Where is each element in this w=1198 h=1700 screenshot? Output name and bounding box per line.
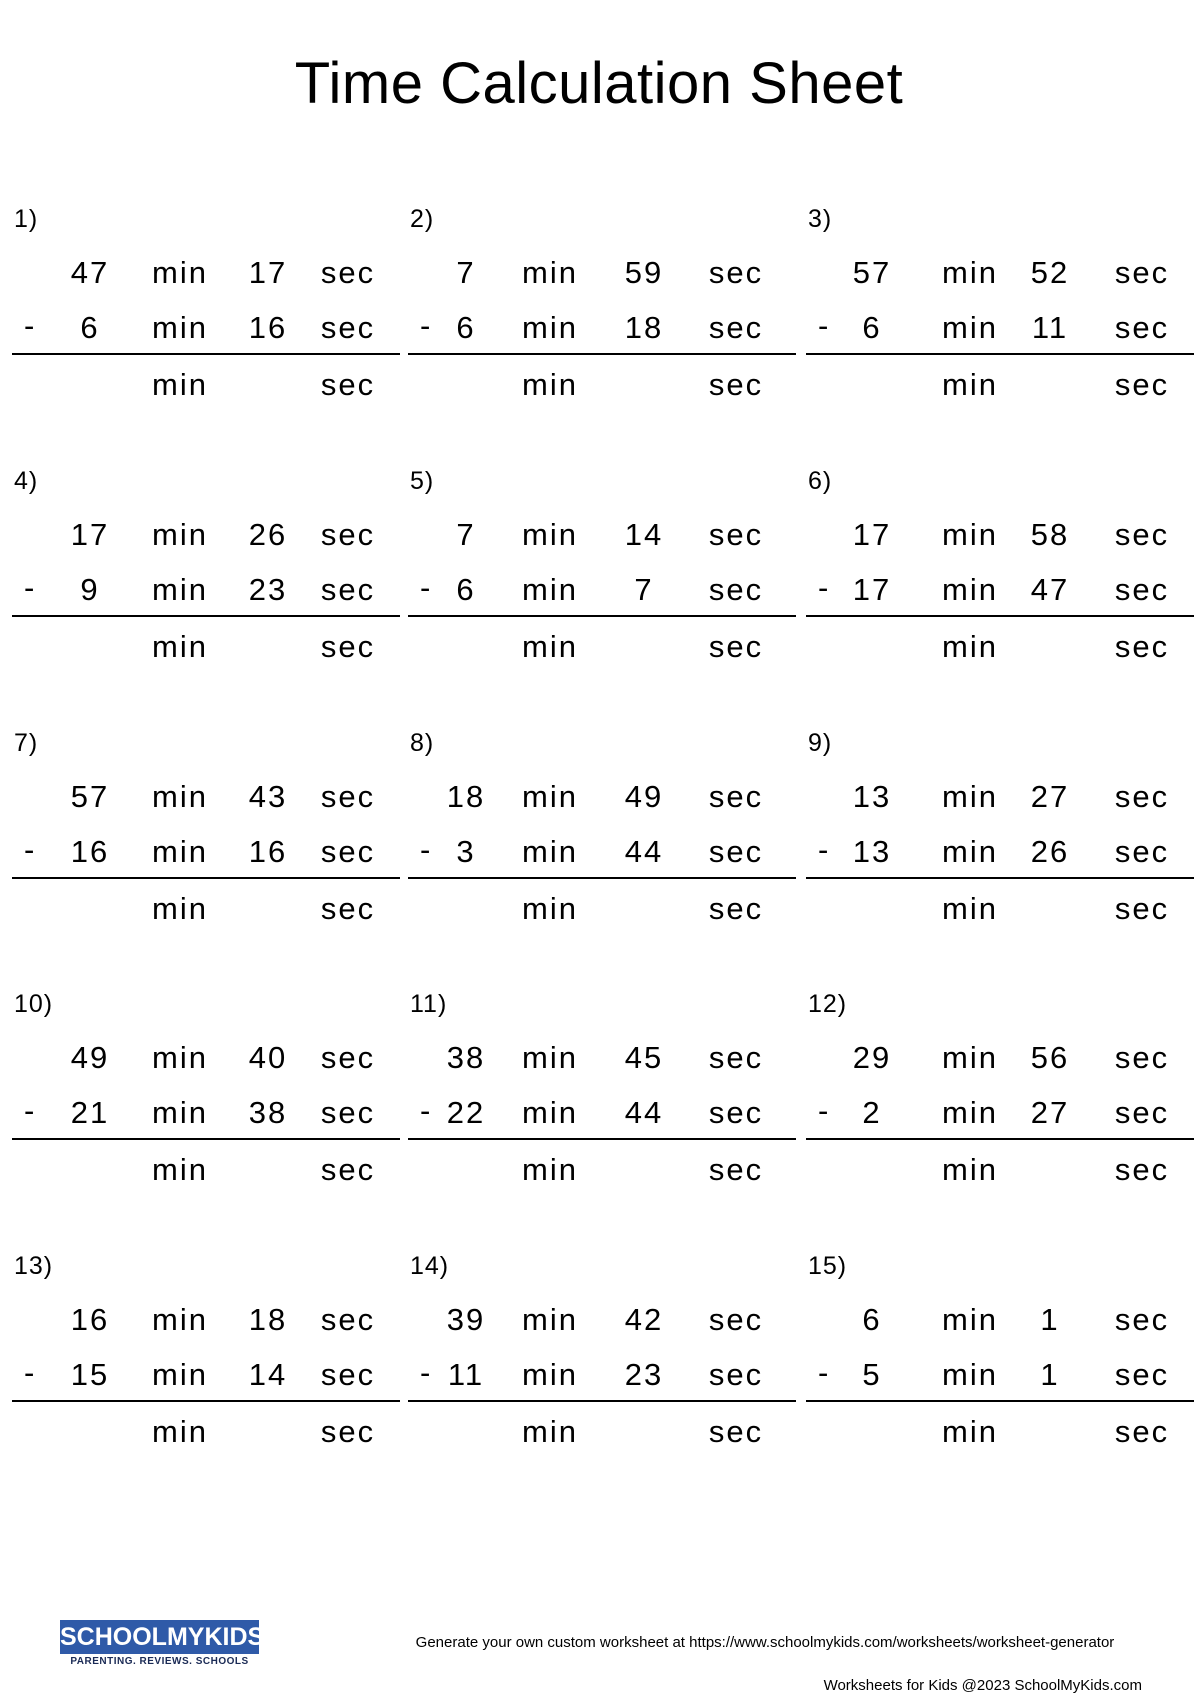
answer-seconds-unit-label: sec (1114, 1152, 1170, 1187)
problem-6 (806, 467, 1194, 687)
seconds-unit-label: sec (708, 517, 764, 552)
problem-1 (12, 205, 400, 425)
answer-rule (408, 1138, 796, 1140)
minuend-seconds: 43 (248, 779, 288, 814)
minutes-unit-label: min (152, 517, 208, 552)
subtrahend-seconds: 27 (1030, 1095, 1070, 1130)
answer-seconds-unit-label: sec (708, 367, 764, 402)
subtrahend-minutes: 2 (862, 1095, 882, 1130)
subtrahend-minutes: 6 (80, 310, 100, 345)
answer-minutes-unit-label: min (522, 367, 578, 402)
minuend-seconds: 49 (624, 779, 664, 814)
minuend-minutes: 38 (446, 1040, 486, 1075)
minutes-unit-label: min (152, 310, 208, 345)
problem-number: 8) (410, 729, 435, 757)
page-title: Time Calculation Sheet (294, 51, 904, 116)
problem-5 (408, 467, 796, 687)
minuend-minutes: 17 (852, 517, 892, 552)
seconds-unit-label: sec (1114, 255, 1170, 290)
minuend-seconds: 56 (1030, 1040, 1070, 1075)
generator-footer-text: Generate your own custom worksheet at https://www.schoolmykids.com/worksheets/worksheet-generator (415, 1634, 1115, 1651)
subtrahend-minutes: 21 (70, 1095, 110, 1130)
problem-13 (12, 1252, 400, 1472)
answer-minutes-unit-label: min (152, 367, 208, 402)
answer-seconds-unit-label: sec (708, 1152, 764, 1187)
minutes-unit-label: min (942, 517, 998, 552)
seconds-unit-label: sec (1114, 779, 1170, 814)
answer-rule (12, 877, 400, 879)
minuend-seconds: 26 (248, 517, 288, 552)
subtrahend-minutes: 15 (70, 1357, 110, 1392)
minuend-seconds: 52 (1030, 255, 1070, 290)
problem-number: 13) (14, 1252, 54, 1280)
subtrahend-minutes: 3 (456, 834, 476, 869)
subtrahend-seconds: 16 (248, 834, 288, 869)
subtrahend-seconds: 11 (1031, 310, 1069, 345)
answer-minutes-unit-label: min (522, 891, 578, 926)
copyright-footer-text: Worksheets for Kids @2023 SchoolMyKids.com (823, 1677, 1142, 1694)
answer-rule (408, 615, 796, 617)
subtrahend-seconds: 14 (248, 1357, 288, 1392)
minuend-minutes: 39 (446, 1302, 486, 1337)
minutes-unit-label: min (522, 310, 578, 345)
subtrahend-minutes: 17 (852, 572, 892, 607)
problem-8 (408, 729, 796, 949)
minus-sign: - (420, 1093, 433, 1128)
problem-9 (806, 729, 1194, 949)
problem-12 (806, 990, 1194, 1210)
subtrahend-minutes: 11 (447, 1357, 485, 1392)
subtrahend-seconds: 47 (1030, 572, 1070, 607)
answer-minutes-unit-label: min (942, 891, 998, 926)
answer-minutes-unit-label: min (942, 367, 998, 402)
minutes-unit-label: min (522, 517, 578, 552)
problem-number: 2) (410, 205, 435, 233)
answer-seconds-unit-label: sec (1114, 891, 1170, 926)
subtrahend-seconds: 1 (1040, 1357, 1060, 1392)
minuend-minutes: 49 (70, 1040, 110, 1075)
minutes-unit-label: min (522, 572, 578, 607)
minuend-minutes: 6 (862, 1302, 882, 1337)
subtrahend-seconds: 7 (634, 572, 654, 607)
seconds-unit-label: sec (708, 255, 764, 290)
minutes-unit-label: min (152, 1095, 208, 1130)
seconds-unit-label: sec (320, 1040, 376, 1075)
minus-sign: - (24, 832, 37, 867)
answer-minutes-unit-label: min (152, 1414, 208, 1449)
minuend-seconds: 58 (1030, 517, 1070, 552)
minutes-unit-label: min (152, 255, 208, 290)
problem-number: 12) (808, 990, 848, 1018)
answer-seconds-unit-label: sec (1114, 1414, 1170, 1449)
minus-sign: - (818, 308, 831, 343)
seconds-unit-label: sec (320, 1302, 376, 1337)
minutes-unit-label: min (522, 779, 578, 814)
subtrahend-seconds: 44 (624, 834, 664, 869)
problem-number: 14) (410, 1252, 450, 1280)
subtrahend-minutes: 22 (446, 1095, 486, 1130)
answer-seconds-unit-label: sec (320, 891, 376, 926)
problem-number: 15) (808, 1252, 848, 1280)
seconds-unit-label: sec (320, 1095, 376, 1130)
minutes-unit-label: min (942, 1357, 998, 1392)
seconds-unit-label: sec (320, 255, 376, 290)
minutes-unit-label: min (152, 779, 208, 814)
subtrahend-seconds: 16 (248, 310, 288, 345)
seconds-unit-label: sec (1114, 1302, 1170, 1337)
minuend-seconds: 14 (624, 517, 664, 552)
minus-sign: - (24, 1355, 37, 1390)
answer-minutes-unit-label: min (942, 629, 998, 664)
minutes-unit-label: min (152, 1302, 208, 1337)
minuend-seconds: 40 (248, 1040, 288, 1075)
subtrahend-minutes: 6 (456, 572, 476, 607)
answer-rule (12, 1400, 400, 1402)
minuend-seconds: 45 (624, 1040, 664, 1075)
minutes-unit-label: min (522, 834, 578, 869)
seconds-unit-label: sec (1114, 1040, 1170, 1075)
answer-minutes-unit-label: min (152, 891, 208, 926)
answer-rule (408, 1400, 796, 1402)
minuend-minutes: 47 (70, 255, 110, 290)
answer-rule (806, 615, 1194, 617)
seconds-unit-label: sec (1114, 517, 1170, 552)
answer-rule (12, 353, 400, 355)
subtrahend-minutes: 5 (862, 1357, 882, 1392)
minuend-seconds: 27 (1030, 779, 1070, 814)
minus-sign: - (24, 308, 37, 343)
minuend-seconds: 59 (624, 255, 664, 290)
minutes-unit-label: min (942, 572, 998, 607)
problem-14 (408, 1252, 796, 1472)
minuend-seconds: 1 (1040, 1302, 1060, 1337)
minuend-minutes: 29 (852, 1040, 892, 1075)
minutes-unit-label: min (152, 572, 208, 607)
answer-minutes-unit-label: min (152, 1152, 208, 1187)
minutes-unit-label: min (942, 834, 998, 869)
problem-number: 1) (14, 205, 39, 233)
subtrahend-minutes: 9 (80, 572, 100, 607)
minutes-unit-label: min (522, 1095, 578, 1130)
minutes-unit-label: min (522, 1357, 578, 1392)
minuend-minutes: 57 (852, 255, 892, 290)
subtrahend-seconds: 23 (248, 572, 288, 607)
minus-sign: - (420, 308, 433, 343)
problem-2 (408, 205, 796, 425)
seconds-unit-label: sec (708, 1095, 764, 1130)
answer-seconds-unit-label: sec (320, 629, 376, 664)
answer-minutes-unit-label: min (942, 1414, 998, 1449)
seconds-unit-label: sec (1114, 1095, 1170, 1130)
minutes-unit-label: min (942, 255, 998, 290)
seconds-unit-label: sec (320, 1357, 376, 1392)
minutes-unit-label: min (522, 1302, 578, 1337)
answer-seconds-unit-label: sec (708, 1414, 764, 1449)
answer-seconds-unit-label: sec (320, 1414, 376, 1449)
answer-rule (12, 1138, 400, 1140)
subtrahend-minutes: 6 (862, 310, 882, 345)
seconds-unit-label: sec (320, 834, 376, 869)
seconds-unit-label: sec (1114, 834, 1170, 869)
seconds-unit-label: sec (708, 310, 764, 345)
problem-11 (408, 990, 796, 1210)
problem-number: 10) (14, 990, 54, 1018)
minuend-minutes: 57 (70, 779, 110, 814)
minuend-minutes: 17 (70, 517, 110, 552)
minutes-unit-label: min (942, 1095, 998, 1130)
problem-10 (12, 990, 400, 1210)
minuend-minutes: 7 (456, 255, 476, 290)
minus-sign: - (420, 570, 433, 605)
seconds-unit-label: sec (1114, 310, 1170, 345)
seconds-unit-label: sec (320, 310, 376, 345)
minutes-unit-label: min (152, 834, 208, 869)
answer-seconds-unit-label: sec (708, 629, 764, 664)
seconds-unit-label: sec (320, 779, 376, 814)
problem-15 (806, 1252, 1194, 1472)
answer-rule (806, 353, 1194, 355)
answer-minutes-unit-label: min (942, 1152, 998, 1187)
problem-3 (806, 205, 1194, 425)
seconds-unit-label: sec (708, 1357, 764, 1392)
minutes-unit-label: min (152, 1040, 208, 1075)
problem-number: 6) (808, 467, 833, 495)
minuend-seconds: 18 (248, 1302, 288, 1337)
answer-minutes-unit-label: min (522, 1152, 578, 1187)
answer-rule (806, 1400, 1194, 1402)
problem-4 (12, 467, 400, 687)
logo-tagline: PARENTING. REVIEWS. SCHOOLS (70, 1656, 249, 1667)
problem-number: 11) (410, 990, 448, 1018)
minus-sign: - (818, 1355, 831, 1390)
minutes-unit-label: min (522, 255, 578, 290)
minutes-unit-label: min (152, 1357, 208, 1392)
answer-minutes-unit-label: min (152, 629, 208, 664)
minutes-unit-label: min (942, 1302, 998, 1337)
seconds-unit-label: sec (708, 572, 764, 607)
subtrahend-seconds: 38 (248, 1095, 288, 1130)
minuend-minutes: 13 (852, 779, 892, 814)
subtrahend-minutes: 16 (70, 834, 110, 869)
logo-wordmark: SCHOOLMYKIDS (60, 1620, 259, 1654)
answer-seconds-unit-label: sec (320, 367, 376, 402)
answer-minutes-unit-label: min (522, 1414, 578, 1449)
problem-number: 9) (808, 729, 833, 757)
answer-rule (806, 877, 1194, 879)
answer-rule (408, 353, 796, 355)
minus-sign: - (818, 570, 831, 605)
seconds-unit-label: sec (708, 1302, 764, 1337)
seconds-unit-label: sec (708, 1040, 764, 1075)
seconds-unit-label: sec (320, 572, 376, 607)
minus-sign: - (818, 1093, 831, 1128)
minus-sign: - (24, 570, 37, 605)
minuend-minutes: 7 (456, 517, 476, 552)
answer-rule (12, 615, 400, 617)
minuend-minutes: 16 (70, 1302, 110, 1337)
minus-sign: - (24, 1093, 37, 1128)
minus-sign: - (420, 1355, 433, 1390)
minutes-unit-label: min (522, 1040, 578, 1075)
answer-rule (806, 1138, 1194, 1140)
answer-seconds-unit-label: sec (1114, 367, 1170, 402)
minuend-minutes: 18 (446, 779, 486, 814)
problem-number: 7) (14, 729, 39, 757)
seconds-unit-label: sec (1114, 572, 1170, 607)
problem-number: 5) (410, 467, 435, 495)
answer-rule (408, 877, 796, 879)
seconds-unit-label: sec (708, 834, 764, 869)
minus-sign: - (420, 832, 433, 867)
answer-seconds-unit-label: sec (1114, 629, 1170, 664)
minus-sign: - (818, 832, 831, 867)
problem-number: 4) (14, 467, 39, 495)
seconds-unit-label: sec (708, 779, 764, 814)
subtrahend-minutes: 13 (852, 834, 892, 869)
problem-number: 3) (808, 205, 833, 233)
answer-seconds-unit-label: sec (320, 1152, 376, 1187)
subtrahend-seconds: 23 (624, 1357, 664, 1392)
seconds-unit-label: sec (320, 517, 376, 552)
subtrahend-seconds: 26 (1030, 834, 1070, 869)
answer-minutes-unit-label: min (522, 629, 578, 664)
subtrahend-minutes: 6 (456, 310, 476, 345)
minutes-unit-label: min (942, 310, 998, 345)
problem-7 (12, 729, 400, 949)
subtrahend-seconds: 44 (624, 1095, 664, 1130)
minuend-seconds: 17 (248, 255, 288, 290)
schoolmykids-logo (60, 1620, 265, 1667)
minuend-seconds: 42 (624, 1302, 664, 1337)
answer-seconds-unit-label: sec (708, 891, 764, 926)
subtrahend-seconds: 18 (624, 310, 664, 345)
seconds-unit-label: sec (1114, 1357, 1170, 1392)
minutes-unit-label: min (942, 1040, 998, 1075)
minutes-unit-label: min (942, 779, 998, 814)
